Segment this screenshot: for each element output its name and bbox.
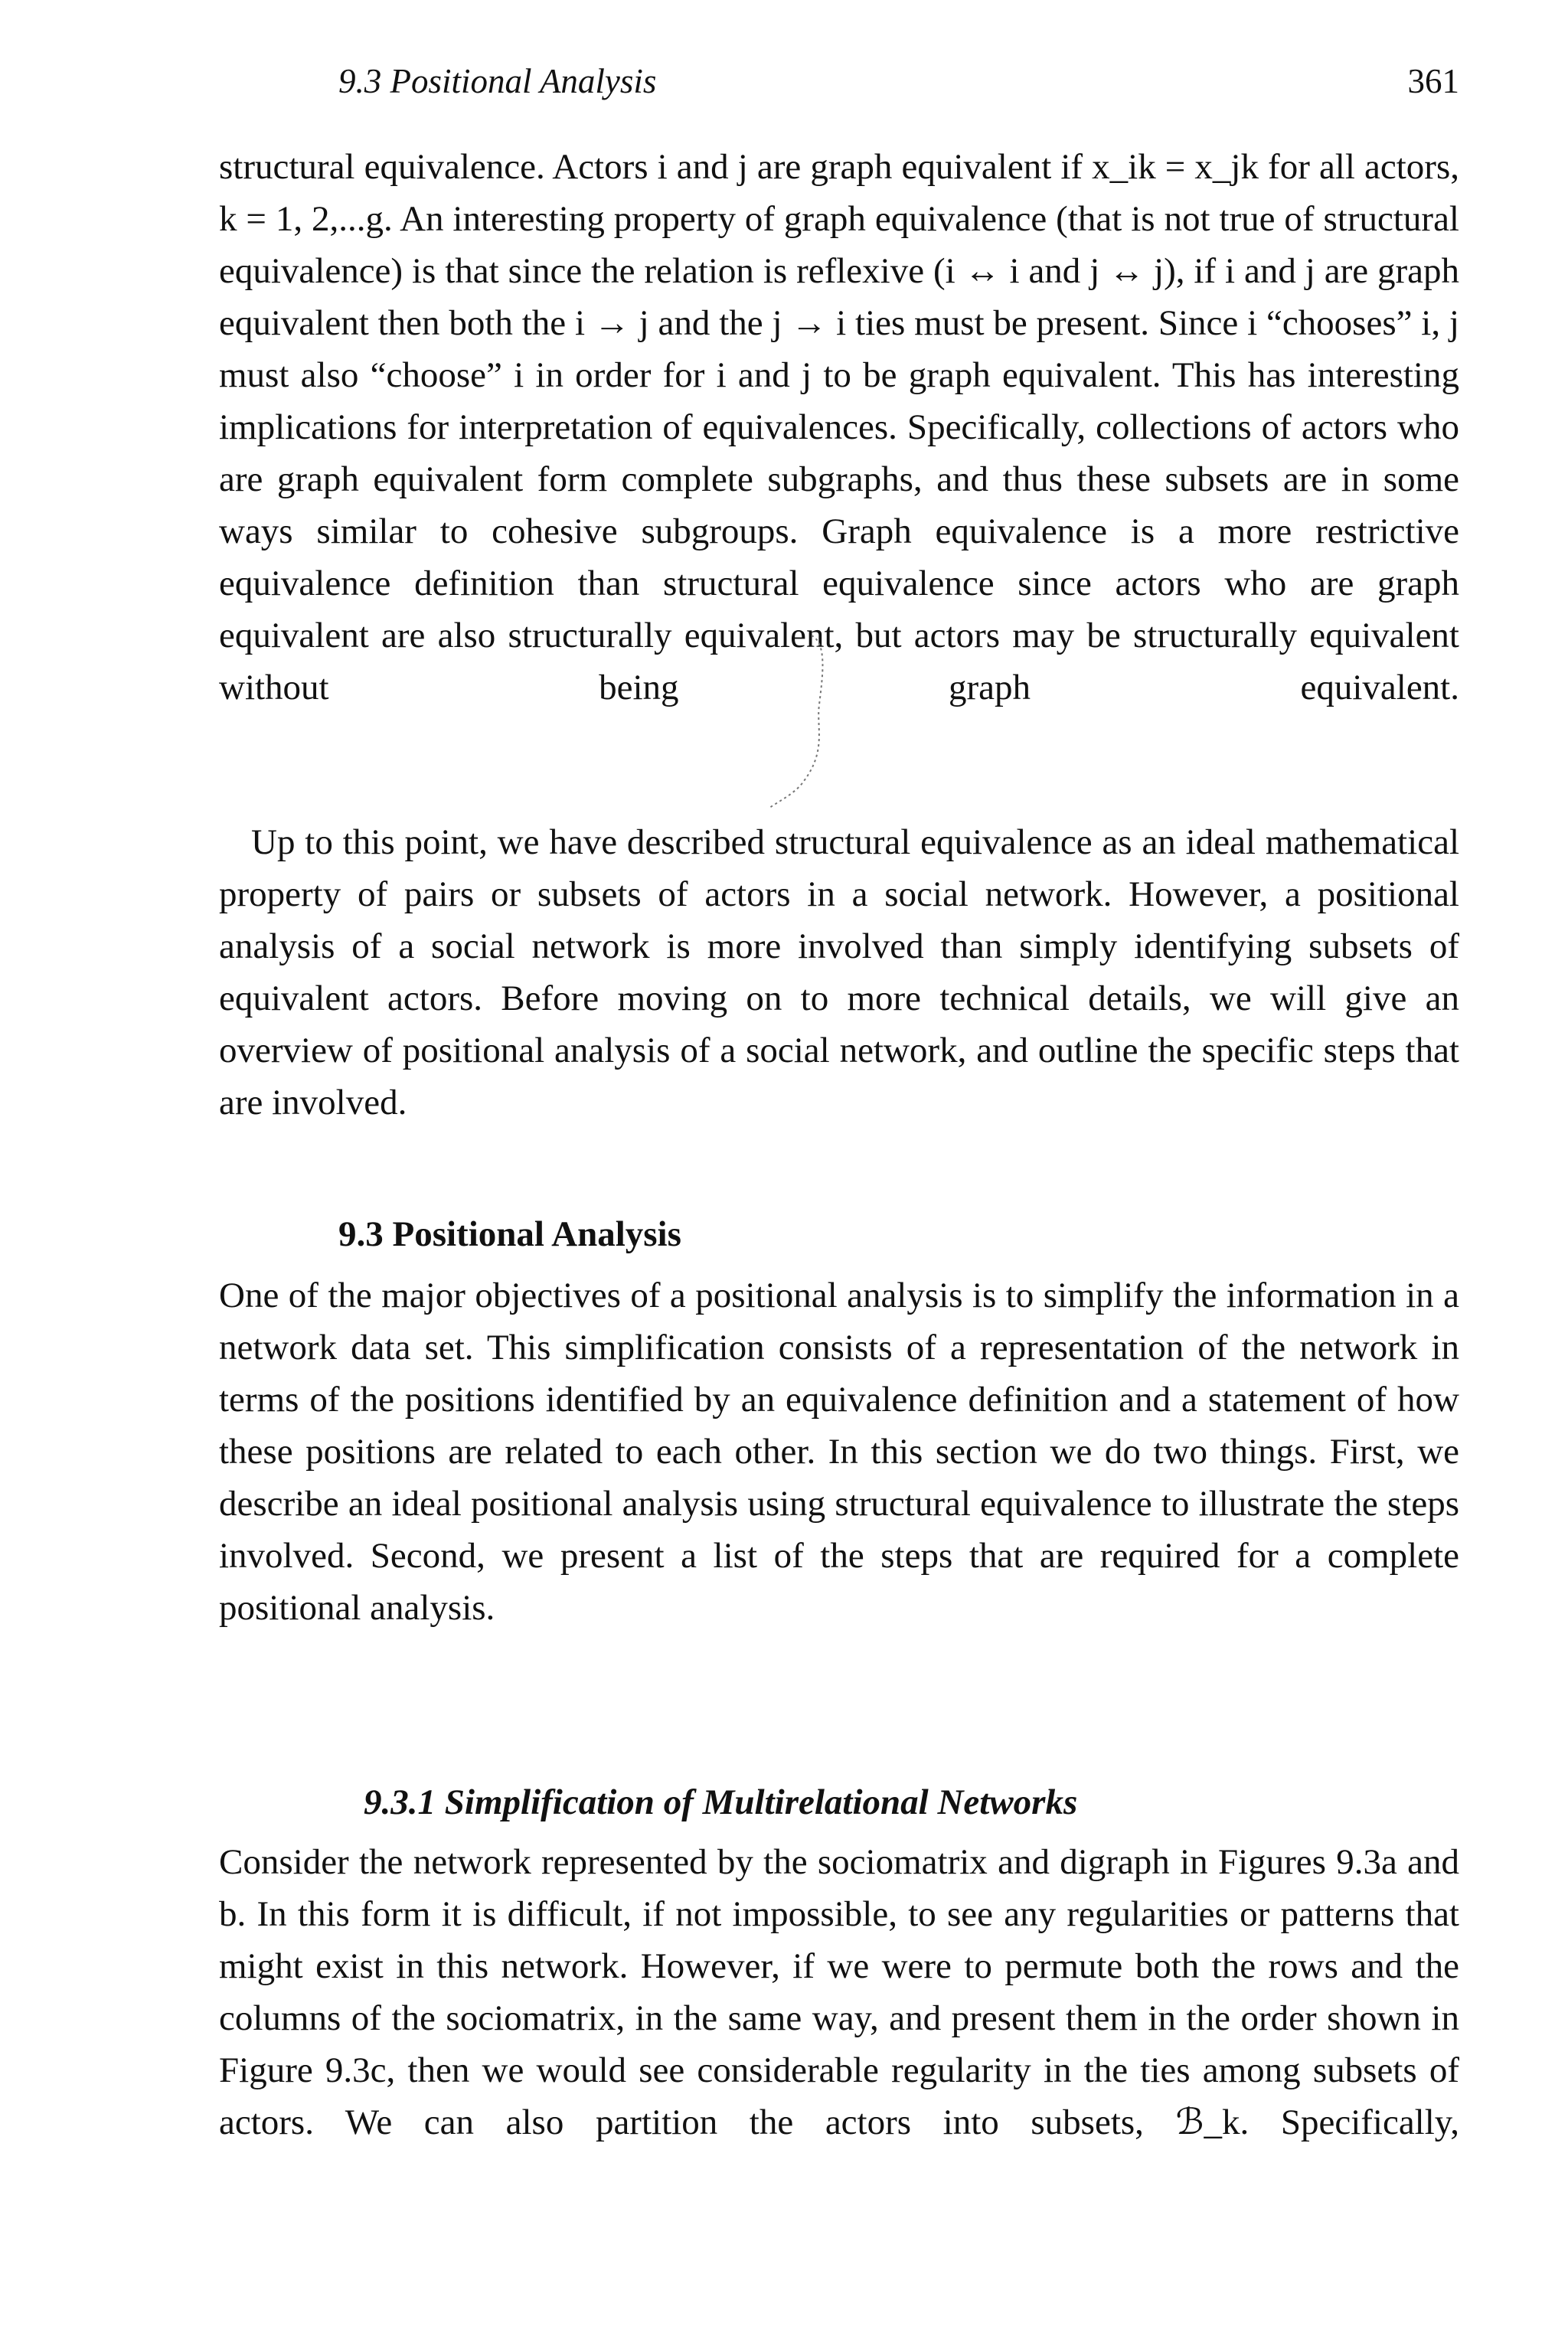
running-head: [338, 60, 1464, 103]
pencil-mark: [766, 613, 1011, 812]
pencil-stroke: [769, 635, 822, 808]
paragraph-text: Up to this point, we have described structural equivalence as an ideal mathematical property of pairs or subsets of actors in a social network. However, a positional analysis of a social network is more involved than simply identifying subsets of equivalent actors. Before moving on to more technical details, we will give an overview of positional analysis of a social network, and outline the specific steps that are involved.: [219, 822, 1459, 1122]
subsection-number: 9.3.1: [364, 1782, 436, 1822]
paragraph-text: structural equivalence. Actors i and j are graph equivalent if x_ik = x_jk for all actors, k = 1, 2,...g. An interesting property of graph equivalence (that is not true of structural equivalence) is that since the relation is reflexive (i ↔ i and j ↔ j), if i and j are graph equivalent then both the i → j and the j → i ties must be present. Since i “chooses” i, j must also “choose” i in order for i and j to be graph equivalent. This has interesting implications for interpretation of equivalences. Specifically, collections of actors who are graph equivalent form complete subgraphs, and thus these subsets are in some ways similar to cohesive subgroups. Graph equivalence is a more restrictive equivalence definition than structural equivalence since actors who are graph equivalent are also structurally equivalent, but actors may be structurally equivalent without being graph equivalent.: [219, 147, 1459, 707]
subsection-heading: [364, 1778, 1436, 1827]
section-number: 9.3: [338, 1214, 384, 1254]
paragraph-objectives: [219, 1269, 1459, 1634]
running-head-title: 9.3 Positional Analysis: [338, 62, 657, 100]
section-heading: [338, 1210, 1410, 1259]
paragraph-overview: [219, 816, 1459, 1129]
paragraph-sociomatrix: [219, 1836, 1459, 2148]
paragraph-text: One of the major objectives of a positional analysis is to simplify the information in a network data set. This simplification consists of a representation of the network in terms of the positions identified by an equivalence definition and a statement of how these positions are related to each other. In this section we do two things. First, we describe an ideal positional analysis using structural equivalence to illustrate the steps involved. Second, we present a list of the steps that are required for a complete positional analysis.: [219, 1276, 1459, 1628]
section-title: Positional Analysis: [392, 1214, 681, 1254]
page-number: 361: [1407, 62, 1459, 100]
subsection-title: Simplification of Multirelational Networks: [444, 1782, 1078, 1822]
paragraph-text: Consider the network represented by the sociomatrix and digraph in Figures 9.3a and b. In this form it is difficult, if not impossible, to see any regularities or patterns that might exist in this network. However, if we were to permute both the rows and the columns of the sociomatrix, in the same way, and present them in the order shown in Figure 9.3c, then we would see considerable regularity in the ties among subsets of actors. We can also partition the actors into subsets, ℬ_k. Specifically,: [219, 1842, 1459, 2142]
